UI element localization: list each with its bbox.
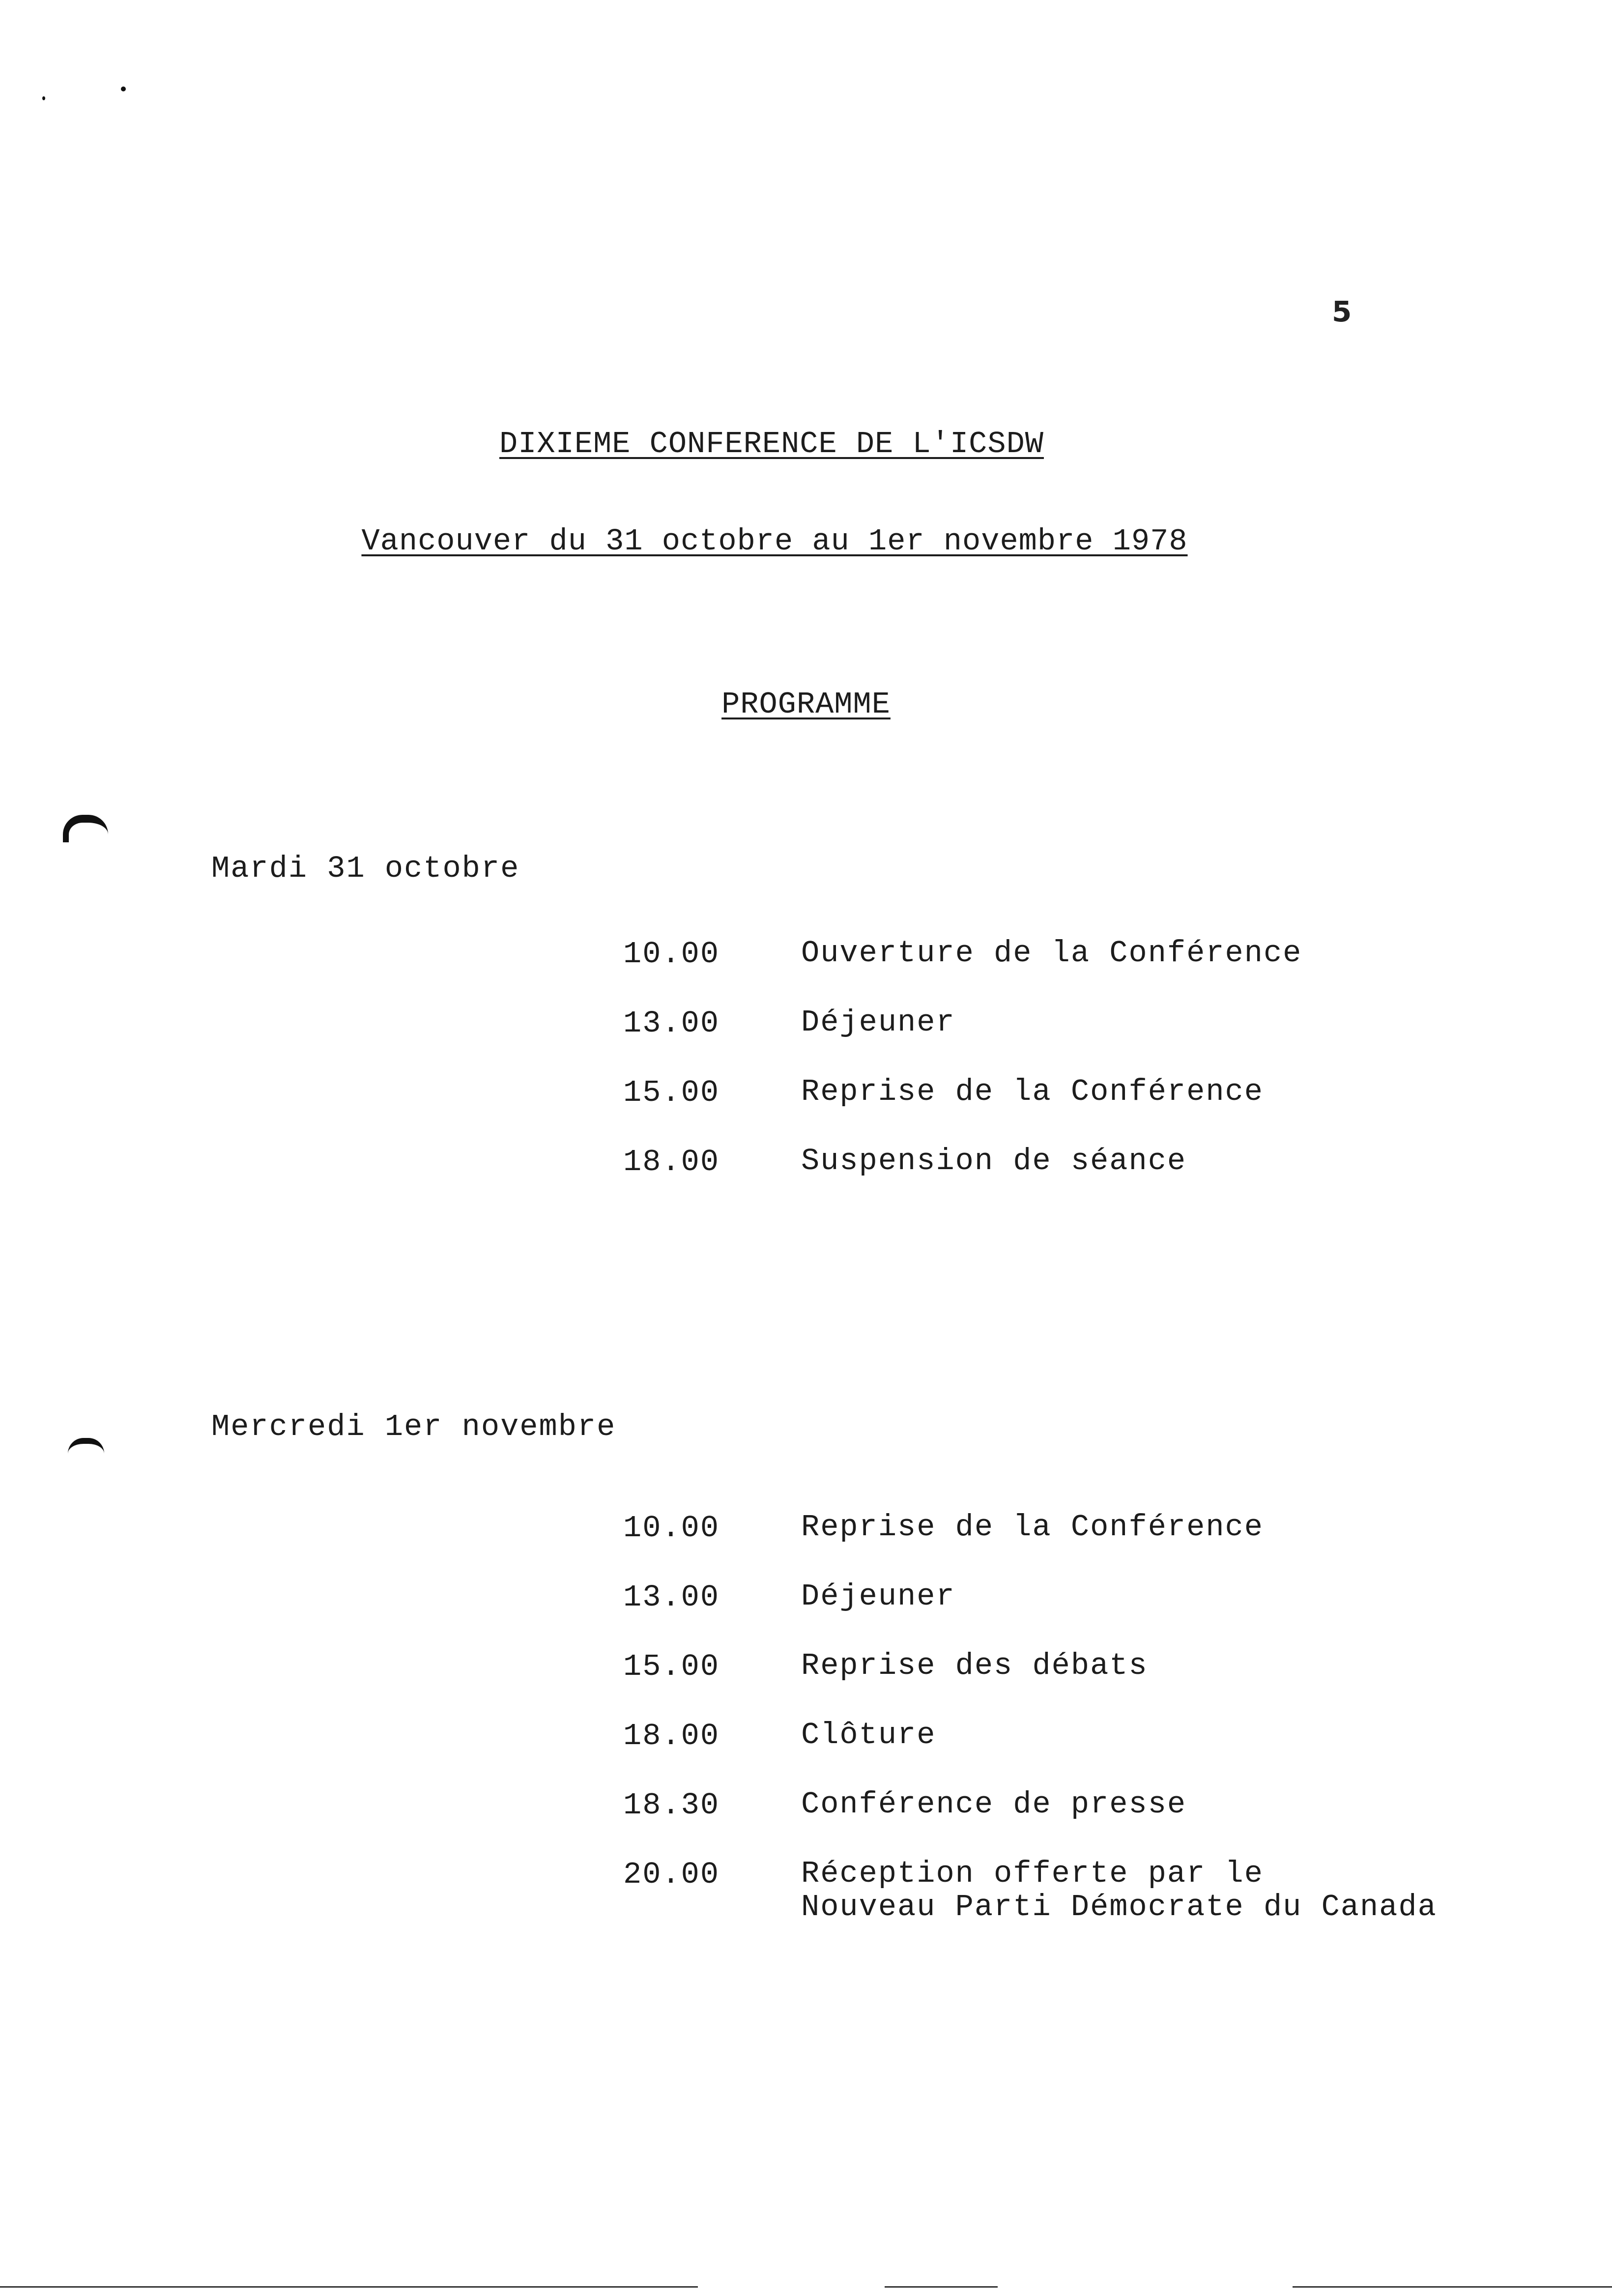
schedule-row [623, 1075, 1302, 1110]
schedule-event: Réception offerte par le Nouveau Parti Démocrate du Canada [801, 1856, 1437, 1924]
schedule-row [623, 1719, 1437, 1753]
schedule-event: Suspension de séance [801, 1144, 1187, 1178]
schedule-event: Clôture [801, 1718, 936, 1752]
document-title: DIXIEME CONFERENCE DE L'ICSDW [499, 427, 1044, 461]
schedule-row [623, 1649, 1437, 1684]
footer-rule [885, 2286, 998, 2288]
day-heading: Mardi 31 octobre [211, 851, 520, 886]
footer-rule [0, 2286, 698, 2288]
day-heading: Mercredi 1er novembre [211, 1409, 616, 1444]
footer-rule [1293, 2286, 1612, 2288]
schedule-row [623, 1145, 1302, 1179]
schedule-event: Ouverture de la Conférence [801, 936, 1302, 971]
schedule-row [623, 937, 1302, 972]
scan-speck [121, 86, 126, 91]
schedule-time: 15.00 [623, 1075, 720, 1110]
schedule-time: 18.00 [623, 1145, 720, 1179]
schedule-event: Reprise des débats [801, 1648, 1148, 1683]
section-title: PROGRAMME [721, 687, 891, 722]
schedule-time: 13.00 [623, 1006, 720, 1041]
schedule-event: Déjeuner [801, 1579, 955, 1614]
schedule-event: Reprise de la Conférence [801, 1074, 1264, 1109]
schedule-time: 20.00 [623, 1857, 720, 1892]
schedule-row [623, 1857, 1437, 1924]
schedule-event: Reprise de la Conférence [801, 1510, 1264, 1545]
schedule-event: Déjeuner [801, 1005, 955, 1040]
schedule-time: 10.00 [623, 937, 720, 972]
document-subtitle: Vancouver du 31 octobre au 1er novembre 1978 [361, 524, 1188, 559]
schedule-row [623, 1788, 1437, 1823]
schedule-row [623, 1511, 1437, 1546]
schedule-time: 13.00 [623, 1580, 720, 1615]
schedule-row [623, 1580, 1437, 1615]
schedule-time: 10.00 [623, 1511, 720, 1546]
schedule-event: Conférence de presse [801, 1787, 1187, 1822]
schedule-time: 18.00 [623, 1719, 720, 1753]
schedule-day-2 [623, 1511, 1437, 1958]
page-number: 5 [1332, 295, 1352, 328]
punch-hole-mark [68, 1438, 104, 1454]
schedule-row [623, 1006, 1302, 1041]
schedule-day-1 [623, 937, 1302, 1214]
schedule-time: 18.30 [623, 1788, 720, 1823]
schedule-time: 15.00 [623, 1649, 720, 1684]
punch-hole-mark [63, 815, 108, 842]
scan-speck [42, 96, 45, 100]
